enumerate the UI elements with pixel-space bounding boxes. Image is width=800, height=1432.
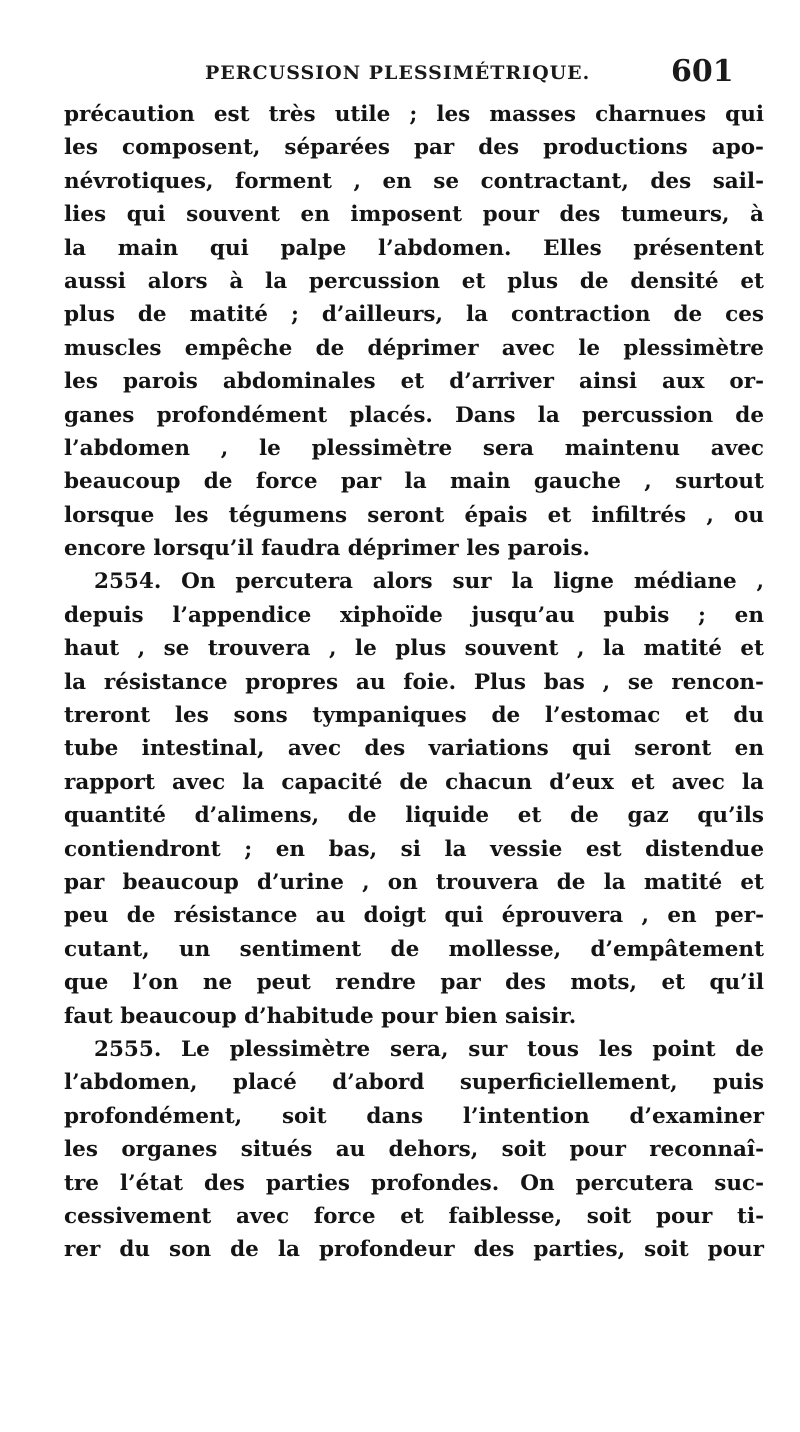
text-line: faut beaucoup d’habitude pour bien saisir. (64, 1003, 577, 1029)
text-line: muscles empêche de déprimer avec le plessimètre (64, 335, 764, 361)
body-text (64, 98, 764, 1267)
text-line: précaution est très utile ; les masses charnues qui (64, 102, 764, 127)
text-line: aussi alors à la percussion et plus de densité et (64, 268, 764, 294)
page-number: 601 (671, 54, 734, 89)
paragraph-start-2555: 2555. Le plessimètre sera, sur tous les point de (94, 1036, 764, 1062)
text-line: peu de résistance au doigt qui éprouvera , en per- (64, 903, 764, 929)
text-line: tube intestinal, avec des variations qui seront en (64, 736, 764, 762)
text-line: l’abdomen, placé d’abord superficiellement, puis (64, 1070, 764, 1096)
text-line: tre l’état des parties profondes. On percutera suc- (64, 1170, 764, 1196)
text-line: haut , se trouvera , le plus souvent , la matité et (64, 636, 764, 662)
text-line: les composent, séparées par des productions apo- (64, 135, 764, 161)
text-line: lorsque les tégumens seront épais et infiltrés , ou (64, 502, 764, 528)
text-line: rer du son de la profondeur des parties, soit pour (64, 1237, 764, 1263)
paragraph-start-2554: 2554. On percutera alors sur la ligne médiane , (94, 569, 764, 595)
text-line: contiendront ; en bas, si la vessie est distendue (64, 836, 764, 862)
text-line: quantité d’alimens, de liquide et de gaz qu’ils (64, 803, 764, 829)
text-line: les organes situés au dehors, soit pour reconnaî- (64, 1137, 764, 1163)
text-line: beaucoup de force par la main gauche , surtout (64, 469, 764, 495)
text-line: profondément, soit dans l’intention d’examiner (64, 1103, 764, 1129)
text-line: les parois abdominales et d’arriver ainsi aux or- (64, 369, 764, 395)
text-line: la résistance propres au foie. Plus bas , se rencon- (64, 669, 764, 695)
text-line: lies qui souvent en imposent pour des tumeurs, à (64, 202, 764, 228)
text-line: plus de matité ; d’ailleurs, la contraction de ces (64, 302, 764, 328)
running-title: PERCUSSION PLESSIMÉTRIQUE. (205, 62, 591, 84)
running-head (0, 52, 800, 92)
text-line: encore lorsqu’il faudra déprimer les parois. (64, 536, 591, 562)
text-line: cutant, un sentiment de mollesse, d’empâtement (64, 936, 764, 962)
text-line: par beaucoup d’urine , on trouvera de la matité et (64, 869, 764, 895)
text-line: l’abdomen , le plessimètre sera maintenu avec (64, 435, 764, 461)
text-line: depuis l’appendice xiphoïde jusqu’au pubis ; en (64, 602, 764, 628)
text-line: cessivement avec force et faiblesse, soit pour ti- (64, 1203, 764, 1229)
text-line: la main qui palpe l’abdomen. Elles présentent (64, 235, 764, 261)
text-line: treront les sons tympaniques de l’estomac et du (64, 703, 764, 729)
text-line: rapport avec la capacité de chacun d’eux et avec la (64, 769, 764, 795)
text-line: ganes profondément placés. Dans la percussion de (64, 402, 764, 428)
text-line: que l’on ne peut rendre par des mots, et qu’il (64, 970, 764, 996)
text-line: névrotiques, forment , en se contractant, des sail- (64, 168, 764, 194)
